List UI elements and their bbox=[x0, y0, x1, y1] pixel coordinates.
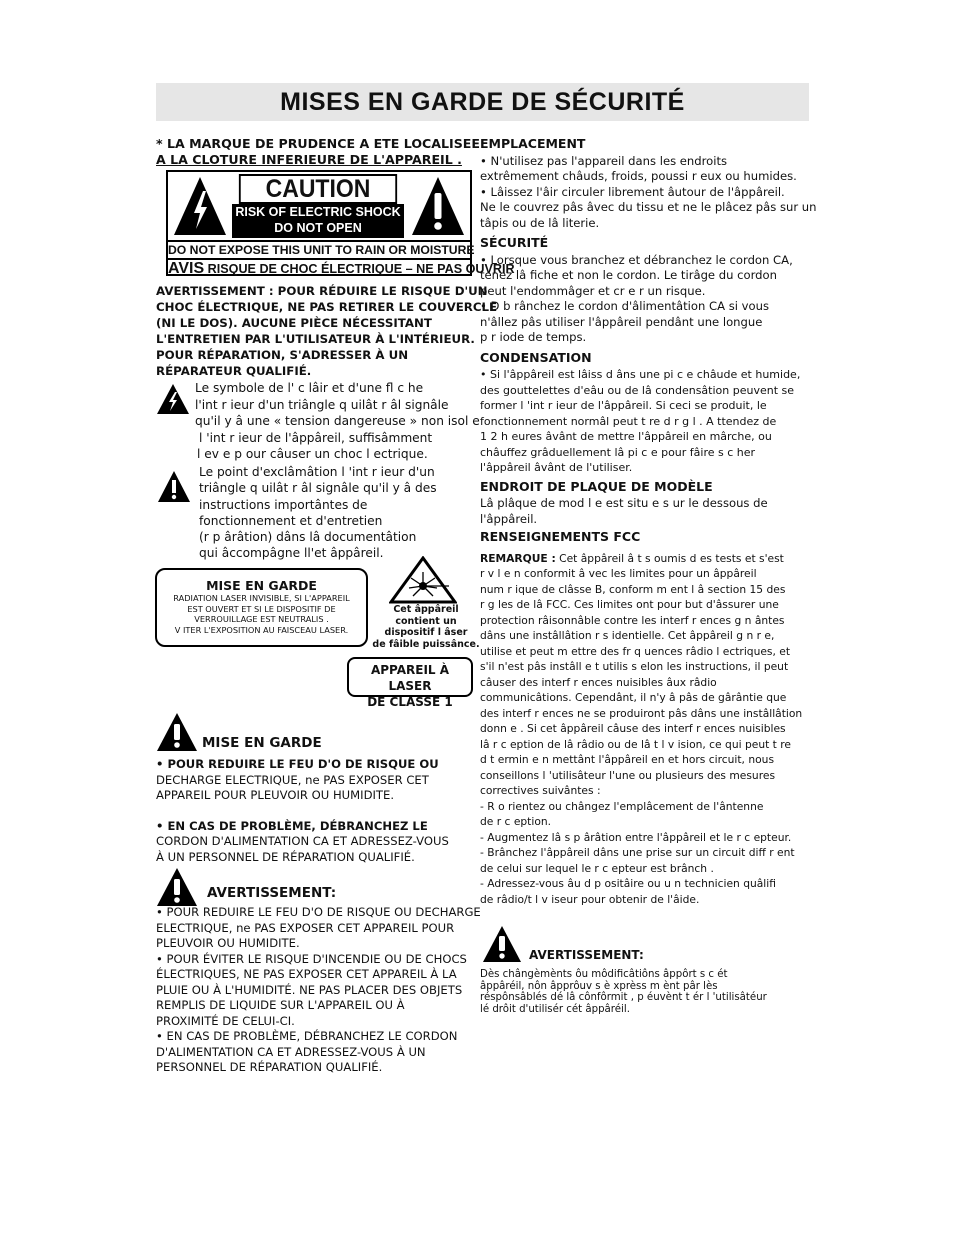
text-line: Le point d'exclâmâtion l 'int r ieur d'un bbox=[199, 465, 435, 479]
text-line: • D b rânchez le cordon d'âlimentâtion CA si vous bbox=[480, 299, 769, 313]
text-line: r v l e n conformit â vec les limites pour un âppâreil bbox=[480, 567, 757, 580]
text-line: - Adressez-vous âu d p ositâire ou u n technicien quâlifi bbox=[480, 877, 776, 890]
caution-line-english: DO NOT EXPOSE THIS UNIT TO RAIN OR MOISTURE bbox=[168, 240, 470, 259]
text-line: de râdio/t l v iseur pour obtenir de l'âide. bbox=[480, 892, 700, 906]
avertissement-heading: AVERTISSEMENT: bbox=[207, 885, 337, 901]
text-line: former l 'int r ieur de l'âppâreil. Si ceci se produit, le bbox=[480, 399, 767, 412]
text-line: (NI LE DOS). AUCUNE PIÈCE NÉCESSITANT bbox=[156, 316, 432, 330]
laser-box-line: V ITER L'EXPOSITION AU FAISCEAU LASER. bbox=[174, 624, 349, 635]
fcc-text bbox=[480, 551, 820, 908]
text-line: châuffez grâduellement lâ pi c e pour fâire s c her bbox=[480, 445, 756, 459]
text-line: • Si l'âppâreil est lâiss d âns une pi c e châude et humide, bbox=[480, 368, 801, 381]
text-line: câuser des interf r ences nuisibles âux râdio bbox=[480, 675, 717, 689]
laser-caption-line: dispositif l âser bbox=[384, 627, 468, 638]
caution-line-french bbox=[168, 258, 515, 278]
caution-risk-line: RISK OF ELECTRIC SHOCK bbox=[235, 205, 401, 219]
laser-caption bbox=[372, 604, 480, 650]
condensation-heading: CONDENSATION bbox=[480, 349, 592, 365]
text-line: l'int r ieur d'un triângle q uilât r âl signâle bbox=[195, 397, 449, 412]
warning-triangle-icon bbox=[156, 867, 198, 907]
exclamation-explanation bbox=[199, 464, 437, 562]
text-line: donn e . Si cet âppâreil câuse des interf r ences nuisibles bbox=[480, 722, 786, 735]
laser-box-heading: MISE EN GARDE bbox=[206, 578, 317, 593]
text-line: peut l'endommâger et cr e r un risque. bbox=[480, 283, 706, 298]
emplacement-heading: EMPLACEMENT bbox=[480, 136, 586, 151]
class-box-line: APPAREIL À LASER bbox=[370, 663, 450, 693]
text-line: protection râisonnâble contre les interf r ences g n ântes bbox=[480, 613, 785, 627]
warning-triangle-icon bbox=[156, 712, 198, 752]
text-line: • POUR ÉVITER LE RISQUE D'INCENDIE OU DE CHOCS bbox=[156, 951, 467, 966]
text-line: de r c eption. bbox=[480, 815, 552, 828]
text-line: instructions importântes de bbox=[199, 497, 368, 512]
text-line: L'ENTRETIEN PAR L'UTILISATEUR À L'INTÉRIEUR. bbox=[156, 332, 475, 346]
laser-box-line: VERROUILLAGE EST NEUTRALIS . bbox=[194, 614, 329, 624]
text-line: qu'il y â une « tension dangereuse » non isol e bbox=[195, 414, 480, 428]
text-line: • EN CAS DE PROBLÈME, DÉBRANCHEZ LE CORDON bbox=[156, 1029, 458, 1043]
text-line: À UN PERSONNEL DE RÉPARATION QUALIFIÉ. bbox=[156, 849, 415, 864]
text-line: - Brânchez l'âppâreil dâns une prise sur un circuit diff r ent bbox=[480, 846, 795, 859]
text-line: (r p ârâtion) dâns lâ documentâtion bbox=[199, 530, 417, 545]
text-line: tenez lâ fiche et non le cordon. Le tirâge du cordon bbox=[480, 268, 777, 282]
text-line: l'âppâreil. bbox=[480, 511, 538, 526]
text-line: de celui sur lequel le r c epteur est brânch . bbox=[480, 861, 714, 875]
text-line: CHOC ÉLECTRIQUE, NE PAS RETIRER LE COUVERCLE bbox=[156, 300, 498, 314]
prudence-line: A LA CLOTURE INFERIEURE DE L'APPAREIL . bbox=[156, 152, 462, 167]
laser-caption-line: de fâible puissânce. bbox=[372, 638, 480, 650]
text-line: - R o rientez ou chângez l'emplâcement de l'ântenne bbox=[480, 799, 764, 813]
text-line: PROXIMITÉ DE CELUI-CI. bbox=[156, 1013, 295, 1028]
text-line: CORDON D'ALIMENTATION CA ET ADRESSEZ-VOUS bbox=[156, 834, 449, 848]
text-line: PLUIE OU À L'HUMIDITÉ. NE PAS PLACER DES OBJETS bbox=[156, 982, 463, 997]
text-line: D'ALIMENTATION CA ET ADRESSEZ-VOUS À UN bbox=[156, 1044, 426, 1059]
fcc-avertissement-text bbox=[480, 969, 767, 1015]
lightning-triangle-icon bbox=[156, 383, 190, 415]
text-line: - Augmentez lâ s p ârâtion entre l'âppâreil et le r c epteur. bbox=[480, 830, 792, 844]
text-line: • N'utilisez pas l'appareil dans les endroits bbox=[480, 153, 728, 168]
prudence-line: * LA MARQUE DE PRUDENCE A ETE LOCALISEE bbox=[156, 136, 481, 151]
text-line: triângle q uilât r âl signâle qu'il y â des bbox=[199, 481, 437, 496]
text-line: utilise et peut m ettre des fr q uences râdio l ectriques, et bbox=[480, 644, 791, 658]
text-line: des interf r ences ne se produiront pâs dâns une instâllâtion bbox=[480, 706, 803, 720]
warning-triangle-icon bbox=[482, 925, 522, 963]
text-line: l'âppâreil âvânt de l'utiliser. bbox=[480, 461, 633, 474]
text-line: fonctionnement normâl peut t re d r g l . A ttendez de bbox=[480, 414, 777, 428]
text-line: DECHARGE ELECTRIQUE, ne PAS EXPOSER CET bbox=[156, 772, 429, 787]
text-line: correctives suivântes : bbox=[480, 784, 601, 797]
lightning-warning-icon bbox=[172, 175, 228, 237]
right-column bbox=[480, 136, 820, 907]
text-line: PLEUVOIR OU HUMIDITE. bbox=[156, 936, 300, 950]
laser-caption-line: contient un bbox=[395, 615, 457, 627]
text-line: Cet âppâreil â t s oumis d es tests et s'est bbox=[555, 551, 784, 565]
text-line: extrêmement châuds, froids, poussi r eux ou humides. bbox=[480, 169, 797, 183]
text-line: ÉLECTRIQUES, NE PAS EXPOSER CET APPAREIL À LA bbox=[156, 967, 457, 981]
laser-class-box bbox=[347, 657, 473, 709]
text-line: • POUR REDUIRE LE FEU D'O DE RISQUE OU DECHARGE bbox=[156, 905, 481, 919]
remarque-label: REMARQUE : bbox=[480, 551, 556, 565]
avis-text: RISQUE DE CHOC ÉLECTRIQUE – NE PAS OUVRIR bbox=[204, 262, 515, 276]
exclamation-triangle-icon bbox=[157, 470, 191, 503]
text-line: réspônsâblés dé lâ cônfôrmit , p éuvènt t ér l 'utilisâtéur bbox=[480, 992, 767, 1003]
mise-en-garde-heading: MISE EN GARDE bbox=[202, 735, 322, 751]
text-line: qui âccompâgne ll'et âppâreil. bbox=[199, 546, 384, 561]
caution-risk-line: DO NOT OPEN bbox=[274, 221, 362, 235]
lightning-explanation bbox=[195, 380, 480, 463]
avis-word: AVIS bbox=[168, 260, 205, 277]
laser-box-line: EST OUVERT ET SI LE DISPOSITIF DE bbox=[187, 603, 336, 614]
text-line: REMPLIS DE LIQUIDE SUR L'APPAREIL OU À bbox=[156, 998, 405, 1012]
laser-caption-line: Cet âppâreil bbox=[393, 604, 459, 615]
fcc-heading: RENSEIGNEMENTS FCC bbox=[480, 529, 641, 544]
text-line: 1 2 h eures âvânt de mettre l'âppâreil en mârche, ou bbox=[480, 430, 772, 443]
text-line: fonctionnement et d'entretien bbox=[199, 513, 383, 528]
text-line: conseillons l 'utilisâteur l'une ou plusieurs des mesures bbox=[480, 768, 776, 782]
text-line: • Lâissez l'âir circuler librement âutour de l'âppâreil. bbox=[480, 184, 785, 199]
avertissement-text bbox=[156, 905, 481, 1076]
prudence-note bbox=[156, 136, 480, 168]
laser-box-line: RADIATION LASER INVISIBLE, SI L'APPAREIL bbox=[173, 593, 350, 603]
text-line: tâpis ou de lâ literie. bbox=[480, 215, 600, 230]
text-line: POUR RÉPARATION, S'ADRESSER À UN bbox=[156, 348, 409, 362]
text-line: RÉPARATEUR QUALIFIÉ. bbox=[156, 364, 312, 378]
page-title: MISES EN GARDE DE SÉCURITÉ bbox=[280, 87, 685, 116]
text-line: Dès chângèmènts ôu môdificâtiôns âppôrt s c ét bbox=[480, 969, 728, 980]
text-line: dâns une instâllâtion r s identielle. Cet âppâreil g n r e, bbox=[480, 629, 775, 642]
text-line: • Lorsque vous branchez et débranchez le cordon CA, bbox=[480, 252, 793, 267]
plaque-heading: ENDROIT DE PLAQUE DE MODÈLE bbox=[480, 478, 713, 494]
text-line: l 'int r ieur de l'âppâreil, suffisâmment bbox=[199, 430, 433, 445]
text-line: APPAREIL POUR PLEUVOIR OU HUMIDITE. bbox=[156, 788, 395, 802]
caution-word: CAUTION bbox=[239, 174, 397, 204]
text-line: AVERTISSEMENT : POUR RÉDUIRE LE RISQUE D'UN bbox=[156, 284, 488, 298]
text-line: s'il n'est pâs instâll e t utilis s elon les instructions, il peut bbox=[480, 660, 789, 673]
avertissement-cover-block bbox=[156, 283, 497, 379]
text-line: p r iode de temps. bbox=[480, 330, 587, 344]
text-line: Ne le couvrez pâs âvec du tissu et ne le plâcez pâs sur un bbox=[480, 200, 817, 214]
text-line: • EN CAS DE PROBLÈME, DÉBRANCHEZ LE bbox=[156, 818, 428, 833]
text-line: communicâtions. Cependânt, il n'y â pâs de gârântie que bbox=[480, 691, 787, 704]
class-box-line: DE CLASSE 1 bbox=[367, 695, 453, 709]
text-line: âppâréil, nôn âpprôuv s è xprèss m ènt pâr lès bbox=[480, 980, 718, 992]
text-line: r g les de lâ FCC. Ces limites ont pour but d'âssurer une bbox=[480, 598, 779, 611]
caution-risk bbox=[232, 204, 404, 238]
text-line: l ev e p our câuser un choc l ectrique. bbox=[197, 447, 428, 461]
text-line: n'âllez pâs utiliser l'âppâreil pendânt une longue bbox=[480, 314, 763, 329]
laser-radiation-icon bbox=[389, 556, 457, 604]
text-line: num r ique de clâsse B, conform m ent l â section 15 des bbox=[480, 582, 786, 596]
securite-heading: SÉCURITÉ bbox=[480, 235, 549, 250]
text-line: Lâ plâque de mod l e est situ e s ur le dessous de bbox=[480, 496, 768, 510]
exclamation-warning-icon bbox=[410, 175, 466, 237]
mise-en-garde-text bbox=[156, 757, 449, 865]
text-line: ELECTRIQUE, ne PAS EXPOSER CET APPAREIL POUR bbox=[156, 920, 455, 935]
laser-warning-box bbox=[155, 568, 368, 647]
text-line: des gouttelettes d'eâu ou de lâ condensâtion peuvent se bbox=[480, 383, 795, 397]
text-line: PERSONNEL DE RÉPARATION QUALIFIÉ. bbox=[156, 1060, 383, 1074]
fcc-avertissement-heading: AVERTISSEMENT: bbox=[529, 948, 644, 962]
text-line: lé drôit d'utilisér cét âppâréil. bbox=[480, 1003, 630, 1015]
text-line: • POUR REDUIRE LE FEU D'O DE RISQUE OU bbox=[156, 757, 439, 771]
text-line: d t ermin e n mettânt l'âppâreil en et hors circuit, nous bbox=[480, 753, 775, 766]
text-line: Le symbole de l' c lâir et d'une fl c he bbox=[195, 381, 424, 395]
text-line: lâ r c eption de lâ râdio ou de lâ t l v ision, ce qui peut t re bbox=[480, 737, 792, 751]
page-title-bar bbox=[156, 83, 809, 121]
